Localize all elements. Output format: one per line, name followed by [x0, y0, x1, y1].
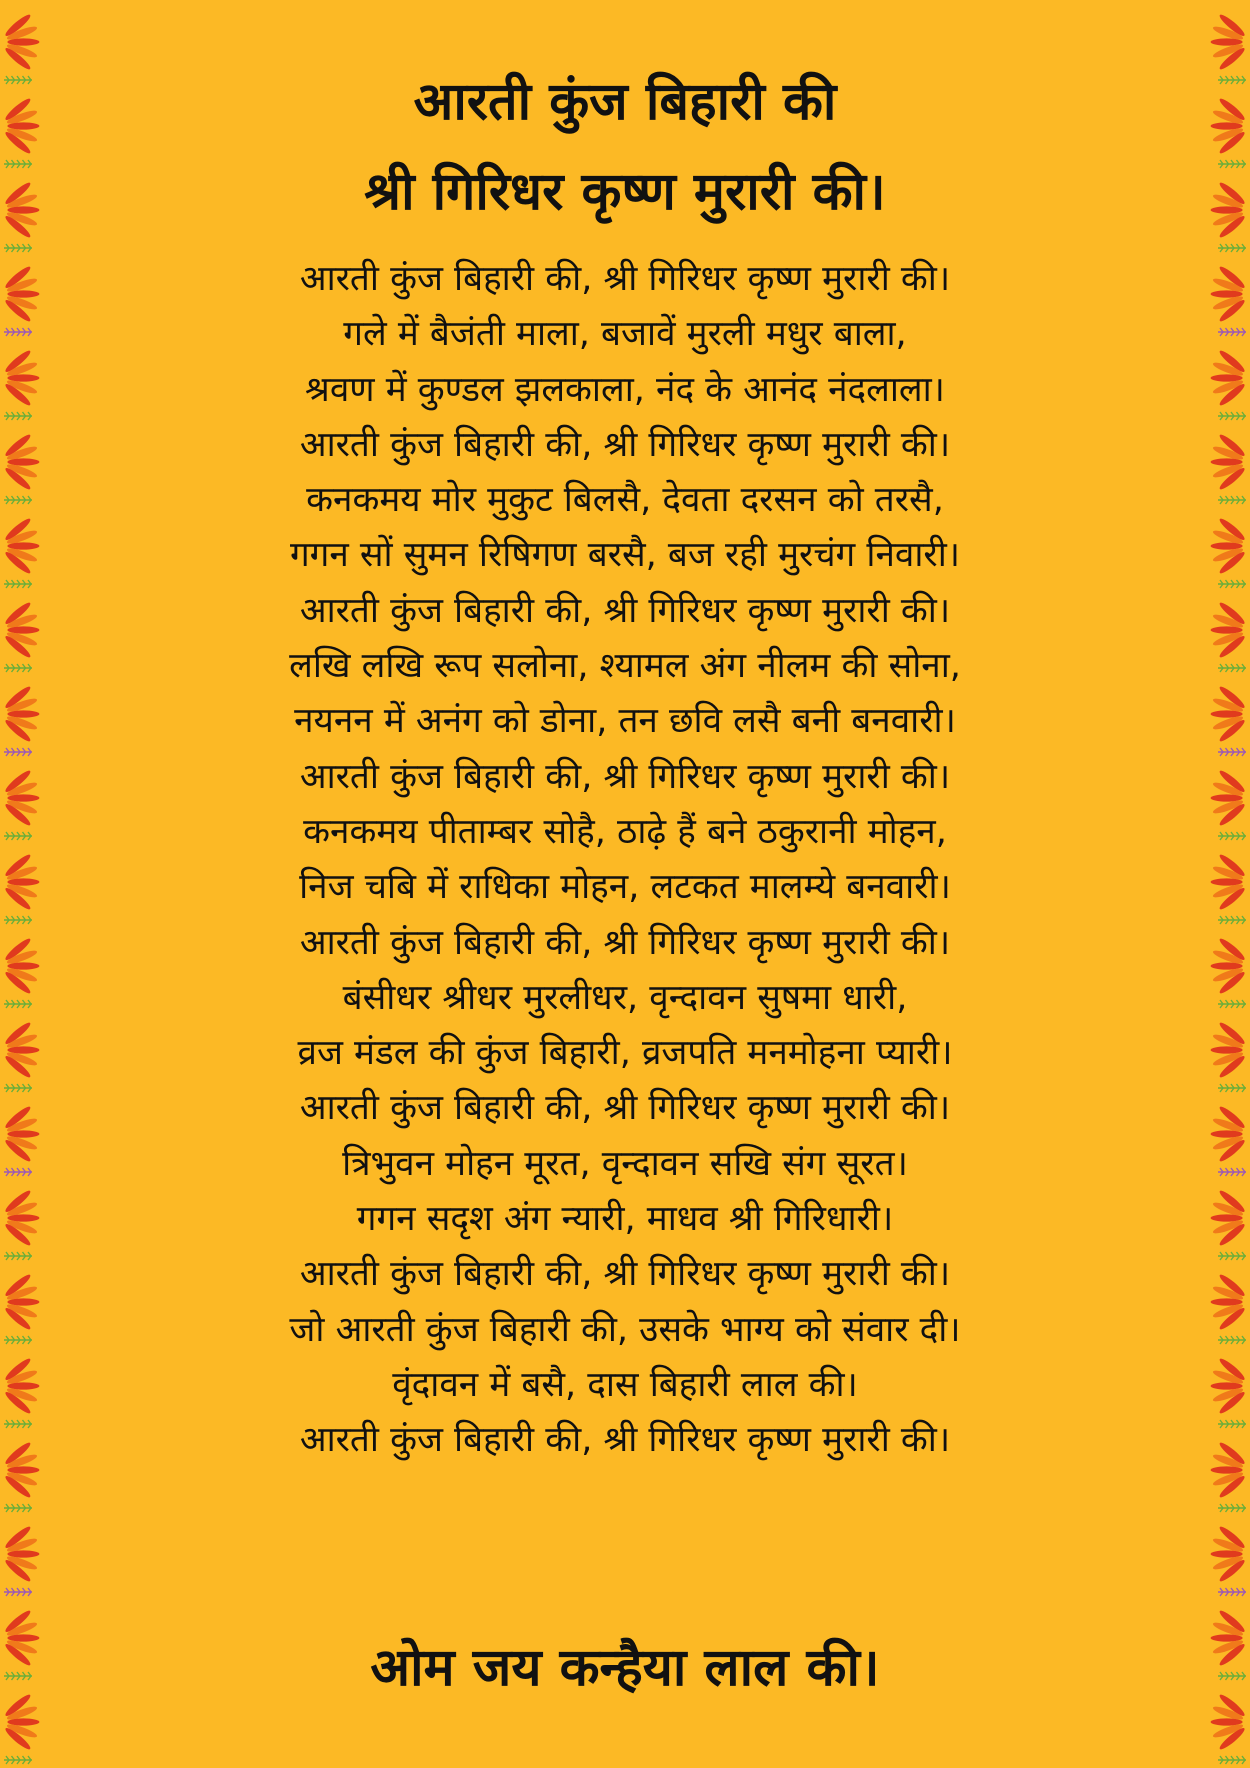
floral-leaf-cluster	[1211, 600, 1247, 672]
verse-list	[60, 252, 1190, 1469]
floral-leaf-cluster	[1211, 516, 1247, 588]
floral-leaf-cluster	[3, 348, 39, 420]
title-line-2: श्री गिरिधर कृष्ण मुरारी की।	[364, 162, 886, 222]
floral-leaf-cluster	[3, 1524, 39, 1596]
verse-line: निज चबि में राधिका मोहन, लटकत मालम्ये बनवारी।	[299, 867, 951, 908]
verse-line: व्रज मंडल की कुंज बिहारी, व्रजपति मनमोहना प्यारी।	[297, 1033, 953, 1074]
verse-line: जो आरती कुंज बिहारी की, उसके भाग्य को संवार दी।	[289, 1309, 961, 1350]
floral-leaf-cluster	[1211, 852, 1247, 924]
verse-line: आरती कुंज बिहारी की, श्री गिरिधर कृष्ण मुरारी की।	[299, 1254, 951, 1295]
floral-leaf-cluster	[3, 1020, 39, 1092]
floral-leaf-cluster	[3, 1356, 39, 1428]
floral-leaf-cluster	[3, 12, 39, 84]
floral-leaf-cluster	[3, 1692, 39, 1764]
floral-leaf-cluster	[1211, 1020, 1247, 1092]
aarti-page	[60, 0, 1190, 1768]
floral-leaf-cluster	[1211, 348, 1247, 420]
floral-leaf-icon	[0, 0, 48, 1768]
left-floral-border	[0, 0, 48, 1768]
floral-leaf-cluster	[3, 1272, 39, 1344]
closing-line: ओम जय कन्हैया लाल की।	[370, 1638, 880, 1698]
floral-leaf-cluster	[1211, 1440, 1247, 1512]
floral-leaf-cluster	[3, 1608, 39, 1680]
floral-leaf-cluster	[1211, 1188, 1247, 1260]
floral-leaf-cluster	[1211, 264, 1247, 336]
verse-line: वृंदावन में बसै, दास बिहारी लाल की।	[392, 1364, 858, 1405]
floral-leaf-cluster	[3, 936, 39, 1008]
verse-line: श्रवण में कुण्डल झलकाला, नंद के आनंद नंदलाला।	[305, 369, 945, 410]
floral-leaf-cluster	[1211, 12, 1247, 84]
floral-leaf-cluster	[1211, 96, 1247, 168]
floral-leaf-cluster	[3, 264, 39, 336]
verse-line: आरती कुंज बिहारी की, श्री गिरिधर कृष्ण मुरारी की।	[299, 1088, 951, 1129]
verse-line: आरती कुंज बिहारी की, श्री गिरिधर कृष्ण मुरारी की।	[299, 756, 951, 797]
floral-leaf-cluster	[3, 1104, 39, 1176]
floral-leaf-cluster	[3, 600, 39, 672]
verse-line: बंसीधर श्रीधर मुरलीधर, वृन्दावन सुषमा धारी,	[342, 977, 908, 1018]
verse-line: गले में बैजंती माला, बजावें मुरली मधुर बाला,	[343, 314, 907, 355]
floral-leaf-cluster	[3, 96, 39, 168]
floral-leaf-cluster	[3, 684, 39, 756]
floral-leaf-cluster	[1211, 180, 1247, 252]
verse-line: लखि लखि रूप सलोना, श्यामल अंग नीलम की सोना,	[289, 646, 961, 687]
floral-leaf-cluster	[3, 1188, 39, 1260]
floral-leaf-cluster	[3, 768, 39, 840]
verse-line: आरती कुंज बिहारी की, श्री गिरिधर कृष्ण मुरारी की।	[299, 259, 951, 299]
right-floral-border	[1202, 0, 1250, 1768]
verse-line: आरती कुंज बिहारी की, श्री गिरिधर कृष्ण मुरारी की।	[299, 1420, 951, 1461]
verse-line: गगन सों सुमन रिषिगण बरसै, बज रही मुरचंग निवारी।	[289, 535, 961, 576]
floral-leaf-cluster	[1211, 684, 1247, 756]
verse-line: आरती कुंज बिहारी की, श्री गिरिधर कृष्ण मुरारी की।	[299, 590, 951, 631]
verse-line: आरती कुंज बिहारी की, श्री गिरिधर कृष्ण मुरारी की।	[299, 424, 951, 465]
floral-leaf-cluster	[1211, 1608, 1247, 1680]
verse-line: नयनन में अनंग को डोना, तन छवि लसै बनी बनवारी।	[294, 701, 956, 742]
verse-line: त्रिभुवन मोहन मूरत, वृन्दावन सखि संग सूरत।	[342, 1143, 908, 1184]
floral-leaf-cluster	[1211, 1524, 1247, 1596]
floral-leaf-cluster	[1211, 1104, 1247, 1176]
floral-leaf-cluster	[1211, 1692, 1247, 1764]
verse-line: गगन सदृश अंग न्यारी, माधव श्री गिरिधारी।	[356, 1199, 894, 1240]
floral-leaf-cluster	[3, 180, 39, 252]
floral-leaf-cluster	[1211, 432, 1247, 504]
floral-leaf-cluster	[1211, 768, 1247, 840]
verse-line: कनकमय पीताम्बर सोहै, ठाढ़े हैं बने ठकुरानी मोहन,	[303, 811, 947, 852]
verse-line: आरती कुंज बिहारी की, श्री गिरिधर कृष्ण मुरारी की।	[299, 922, 951, 963]
floral-leaf-cluster	[3, 432, 39, 504]
floral-leaf-cluster	[3, 516, 39, 588]
floral-leaf-cluster	[3, 852, 39, 924]
title-line-1: आरती कुंज बिहारी की	[413, 72, 837, 132]
floral-leaf-cluster	[1211, 1272, 1247, 1344]
floral-leaf-cluster	[3, 1440, 39, 1512]
floral-leaf-cluster	[1211, 1356, 1247, 1428]
floral-leaf-cluster	[1211, 936, 1247, 1008]
floral-leaf-icon	[1202, 0, 1250, 1768]
verse-line: कनकमय मोर मुकुट बिलसै, देवता दरसन को तरसै,	[306, 480, 944, 521]
